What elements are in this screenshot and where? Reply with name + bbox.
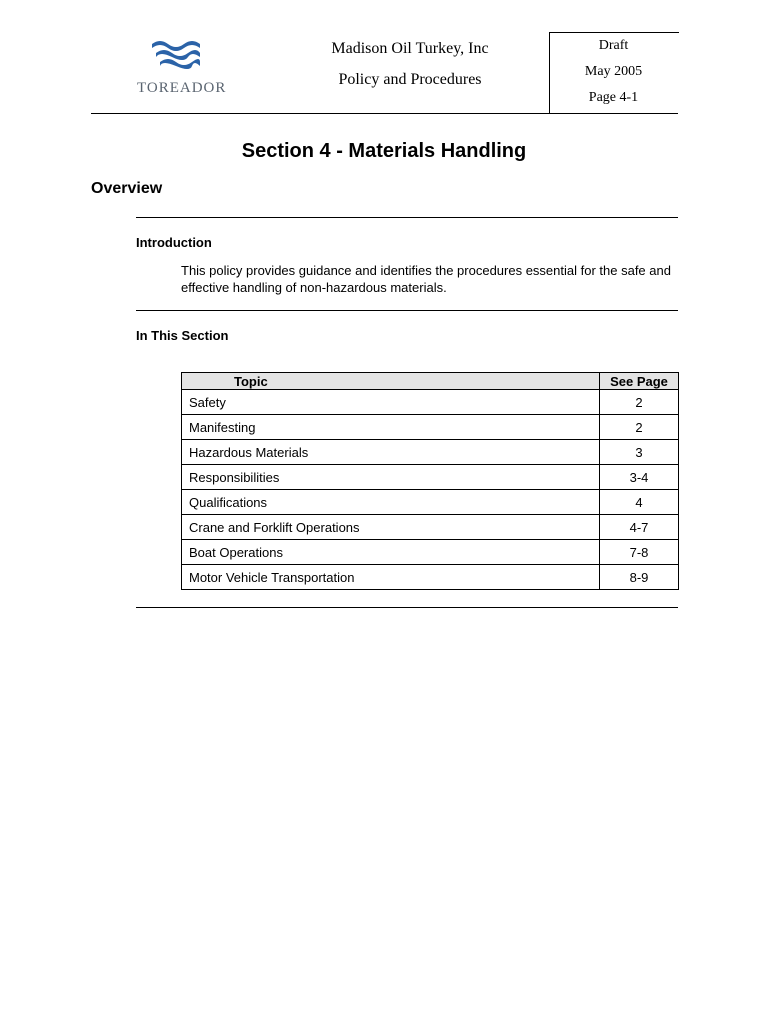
page-cell: 3: [600, 440, 679, 465]
page-number: Page 4-1: [588, 90, 639, 105]
topic-column-header: Topic: [182, 373, 600, 390]
table-row: [182, 540, 679, 565]
topics-table: [181, 372, 679, 590]
date-label: May 2005: [584, 64, 643, 79]
page-cell: 2: [600, 390, 679, 415]
section-title: Section 4 - Materials Handling: [241, 140, 527, 162]
topic-cell: Motor Vehicle Transportation: [182, 565, 600, 590]
topic-cell: Boat Operations: [182, 540, 600, 565]
page-cell: 4: [600, 490, 679, 515]
status-label: Draft: [598, 38, 629, 53]
table-row: [182, 565, 679, 590]
see-page-column-header: See Page: [600, 373, 679, 390]
divider: [136, 607, 678, 608]
toreador-wave-icon: [150, 38, 202, 72]
document-subtitle: Policy and Procedures: [338, 71, 482, 88]
table-row: [182, 415, 679, 440]
in-this-section-label: In This Section: [136, 328, 229, 343]
divider: [136, 310, 678, 311]
page-cell: 4-7: [600, 515, 679, 540]
table-row: [182, 515, 679, 540]
page-cell: 7-8: [600, 540, 679, 565]
table-header-row: [182, 373, 679, 390]
introduction-text: This policy provides guidance and identifies the procedures essential for the safe and effective handling of non-hazardous materials.: [181, 263, 671, 295]
topic-cell: Manifesting: [182, 415, 600, 440]
topic-cell: Safety: [182, 390, 600, 415]
header-divider: [91, 113, 678, 114]
table-row: [182, 440, 679, 465]
page-cell: 2: [600, 415, 679, 440]
overview-heading: Overview: [91, 180, 163, 197]
topic-cell: Qualifications: [182, 490, 600, 515]
company-logo: [134, 34, 234, 96]
topic-cell: Hazardous Materials: [182, 440, 600, 465]
table-row: [182, 490, 679, 515]
divider: [136, 217, 678, 218]
company-name: Madison Oil Turkey, Inc: [331, 40, 489, 57]
topic-cell: Crane and Forklift Operations: [182, 515, 600, 540]
page-cell: 3-4: [600, 465, 679, 490]
introduction-label: Introduction: [136, 235, 212, 250]
topic-cell: Responsibilities: [182, 465, 600, 490]
page-cell: 8-9: [600, 565, 679, 590]
table-row: [182, 390, 679, 415]
table-row: [182, 465, 679, 490]
logo-text: TOREADOR: [137, 80, 227, 96]
